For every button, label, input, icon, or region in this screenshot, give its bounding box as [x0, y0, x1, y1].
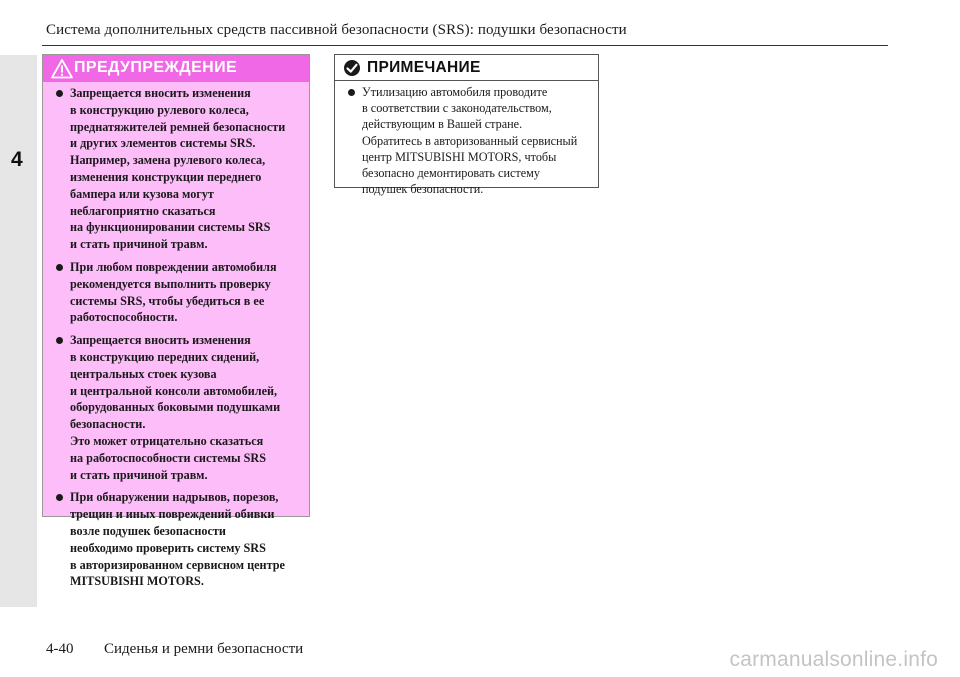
warning-item-line: изменения конструкции переднего: [70, 169, 262, 184]
warning-item-line: в авторизированном сервисном центре: [70, 557, 285, 572]
warning-item-line: преднатяжителей ремней безопасности: [70, 119, 286, 134]
warning-item: [43, 259, 305, 326]
warning-item-line: Запрещается вносить изменения: [70, 333, 251, 348]
warning-item-line: на функционировании системы SRS: [70, 220, 271, 235]
warning-item-line: и других элементов системы SRS.: [70, 136, 256, 151]
warning-box: [42, 54, 310, 589]
warning-item: [43, 332, 305, 483]
bullet-icon: [56, 264, 63, 271]
warning-item-line: При обнаружении надрывов, порезов,: [70, 490, 279, 505]
note-item-line: действующим в Вашей стране.: [362, 117, 523, 132]
warning-header: [43, 55, 309, 82]
warning-item: [43, 489, 305, 590]
note-item: [335, 84, 595, 197]
chapter-side-tab: [0, 55, 37, 607]
warning-item-line: в конструкцию передних сидений,: [70, 349, 260, 364]
watermark-text: carmanualsonline.info: [729, 648, 938, 671]
warning-item-line: При любом повреждении автомобиля: [70, 259, 277, 274]
note-item-line: Обратитесь в авторизованный сервисный: [362, 133, 578, 148]
note-item-line: Утилизацию автомобиля проводите: [362, 85, 548, 99]
note-header: [335, 55, 598, 81]
note-box: [334, 54, 599, 197]
bullet-icon: [56, 494, 63, 501]
bullet-icon: [56, 90, 63, 97]
warning-item-line: оборудованных боковыми подушками: [70, 400, 281, 415]
note-title: ПРИМЕЧАНИЕ: [367, 59, 481, 76]
warning-triangle-icon: [51, 58, 73, 79]
warning-item-line: Это может отрицательно сказаться: [70, 433, 264, 448]
warning-item-line: и центральной консоли автомобилей,: [70, 383, 278, 398]
warning-item-line: системы SRS, чтобы убедиться в ее: [70, 293, 265, 308]
warning-item: [43, 85, 305, 253]
checkmark-note-icon: [343, 59, 361, 77]
bullet-icon: [348, 89, 355, 96]
warning-item-line: на работоспособности системы SRS: [70, 450, 266, 465]
note-item-line: подушек безопасности.: [362, 182, 484, 197]
warning-item-line: бампера или кузова могут: [70, 186, 214, 201]
bullet-icon: [56, 337, 63, 344]
warning-item-line: безопасности.: [70, 417, 146, 432]
footer-page-number: 4-40: [46, 641, 74, 657]
warning-item-line: Запрещается вносить изменения: [70, 86, 251, 100]
warning-item-line: Например, замена рулевого колеса,: [70, 153, 266, 168]
footer-section-title: Сиденья и ремни безопасности: [104, 641, 304, 657]
warning-item-line: в конструкцию рулевого колеса,: [70, 102, 249, 117]
warning-item-line: неблагоприятно сказаться: [70, 203, 216, 218]
warning-title: ПРЕДУПРЕЖДЕНИЕ: [74, 59, 238, 76]
warning-list: [43, 85, 305, 596]
warning-item-line: центральных стоек кузова: [70, 366, 217, 381]
warning-item-line: необходимо проверить систему SRS: [70, 540, 266, 555]
warning-item-line: и стать причиной травм.: [70, 467, 208, 482]
chapter-number: 4: [11, 148, 23, 171]
warning-item-line: трещин и иных повреждений обивки: [70, 507, 275, 522]
warning-item-line: рекомендуется выполнить проверку: [70, 276, 271, 291]
warning-item-line: возле подушек безопасности: [70, 523, 226, 538]
header-divider: [42, 45, 888, 46]
note-list: [335, 84, 595, 197]
note-item-line: безопасно демонтировать систему: [362, 166, 540, 181]
warning-item-line: и стать причиной травм.: [70, 237, 208, 252]
warning-item-line: MITSUBISHI MOTORS.: [70, 574, 204, 589]
note-item-line: центр MITSUBISHI MOTORS, чтобы: [362, 149, 557, 164]
note-item-line: в соответствии с законодательством,: [362, 101, 552, 116]
page-header-title: Система дополнительных средств пассивной безопасности (SRS): подушки безопасности: [46, 22, 627, 38]
warning-item-line: работоспособности.: [70, 310, 178, 325]
